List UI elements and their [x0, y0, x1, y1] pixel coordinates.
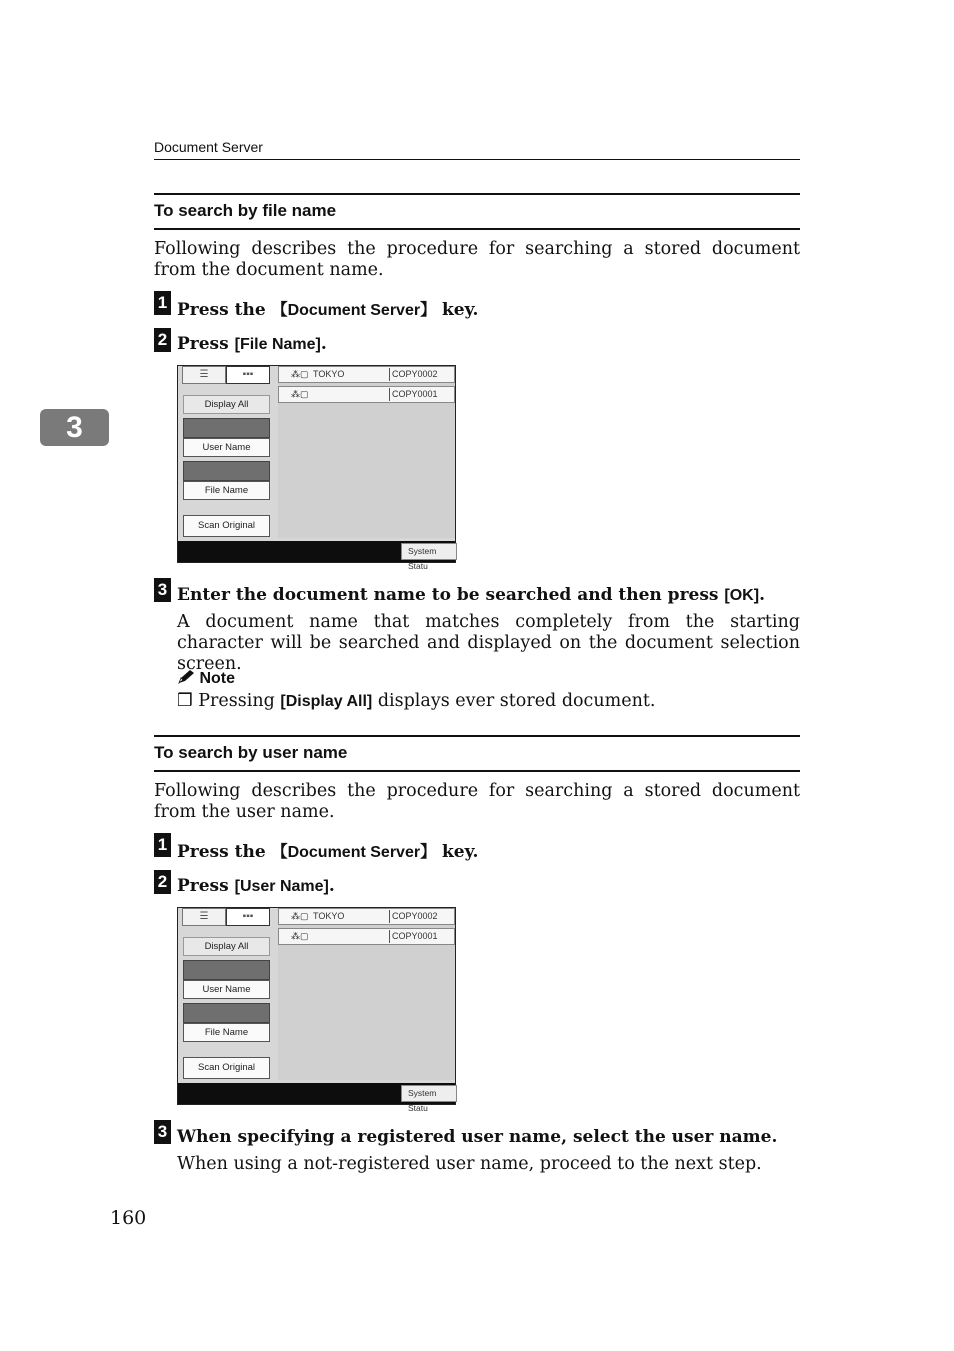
section1-step2-text: Press [File Name].: [177, 334, 327, 354]
section1-step3-number: 3: [154, 578, 171, 602]
system-status-button[interactable]: System Statu: [401, 543, 457, 560]
document-server-key: Document Server: [287, 302, 421, 319]
section1-step1-text: Press the 【Document Server】 key.: [177, 300, 479, 320]
user-name-button[interactable]: User Name: [183, 980, 270, 999]
document-icon: ⁂▢: [291, 389, 309, 399]
section1-step1-number: 1: [154, 291, 171, 315]
document-icon: ⁂▢: [291, 911, 309, 921]
section1-step3-text: Enter the document name to be searched and then press [OK].: [177, 585, 765, 605]
thumbnail-view-tab[interactable]: ▪▪▪: [226, 908, 270, 926]
section1-title: To search by file name: [154, 201, 337, 220]
note-heading: Note: [177, 669, 235, 688]
section2-title: To search by user name: [154, 743, 348, 762]
section2-step1-number: 1: [154, 833, 171, 857]
user-name-field: [183, 960, 270, 980]
pencil-icon: [177, 669, 195, 685]
section2-intro: Following describes the procedure for searching a stored document from the user name.: [154, 781, 800, 822]
file-name-button[interactable]: File Name: [183, 1023, 270, 1042]
document-icon: ⁂▢: [291, 369, 309, 379]
page-number: 160: [110, 1207, 147, 1229]
scan-original-button[interactable]: Scan Original: [183, 515, 270, 537]
display-all-button[interactable]: Display All: [183, 937, 270, 956]
section2-step3-body: When using a not-registered user name, proceed to the next step.: [177, 1154, 762, 1174]
file-name-field: [183, 1003, 270, 1023]
document-server-screen-2: [177, 907, 456, 1113]
display-all-button[interactable]: Display All: [183, 395, 270, 414]
section1-step3-body: A document name that matches completely from the starting character will be searched and displayed on the document selection screen.: [177, 612, 800, 674]
document-row[interactable]: ⁂▢ COPY0001: [278, 928, 455, 945]
user-name-button[interactable]: User Name: [183, 438, 270, 457]
user-name-field: [183, 418, 270, 438]
note-item: ❒ Pressing [Display All] displays ever stored document.: [177, 691, 656, 711]
file-name-field: [183, 461, 270, 481]
section2-step3-number: 3: [154, 1120, 171, 1144]
section1-intro: Following describes the procedure for searching a stored document from the document name.: [154, 239, 800, 280]
checkbox-bullet-icon: ❒: [177, 691, 193, 711]
section2-bottom-rule: [154, 770, 800, 772]
list-view-tab[interactable]: ☰: [182, 908, 226, 926]
status-bar: [178, 1083, 455, 1113]
document-icon: ⁂▢: [291, 931, 309, 941]
section2-step2-text: Press [User Name].: [177, 876, 335, 896]
document-row[interactable]: ⁂▢ COPY0001: [278, 386, 455, 403]
status-bar: [178, 541, 455, 571]
document-row[interactable]: ⁂▢ TOKYO COPY0002: [278, 908, 455, 925]
document-list: [278, 366, 455, 538]
running-header: Document Server: [154, 139, 263, 155]
document-server-screen-1: [177, 365, 456, 571]
section2-step1-text: Press the 【Document Server】 key.: [177, 842, 479, 862]
list-view-tab[interactable]: ☰: [182, 366, 226, 384]
document-list: [278, 908, 455, 1080]
section1-step2-number: 2: [154, 328, 171, 352]
header-rule: [154, 159, 800, 160]
file-name-button[interactable]: File Name: [183, 481, 270, 500]
section2-top-rule: [154, 735, 800, 737]
document-row[interactable]: ⁂▢ TOKYO COPY0002: [278, 366, 455, 383]
section2-step3-text: When specifying a registered user name, select the user name.: [177, 1127, 778, 1147]
scan-original-button[interactable]: Scan Original: [183, 1057, 270, 1079]
thumbnail-view-tab[interactable]: ▪▪▪: [226, 366, 270, 384]
section1-bottom-rule: [154, 228, 800, 230]
chapter-tab: 3: [40, 409, 109, 446]
section2-step2-number: 2: [154, 870, 171, 894]
document-server-key: Document Server: [287, 844, 421, 861]
system-status-button[interactable]: System Statu: [401, 1085, 457, 1102]
section1-top-rule: [154, 193, 800, 195]
